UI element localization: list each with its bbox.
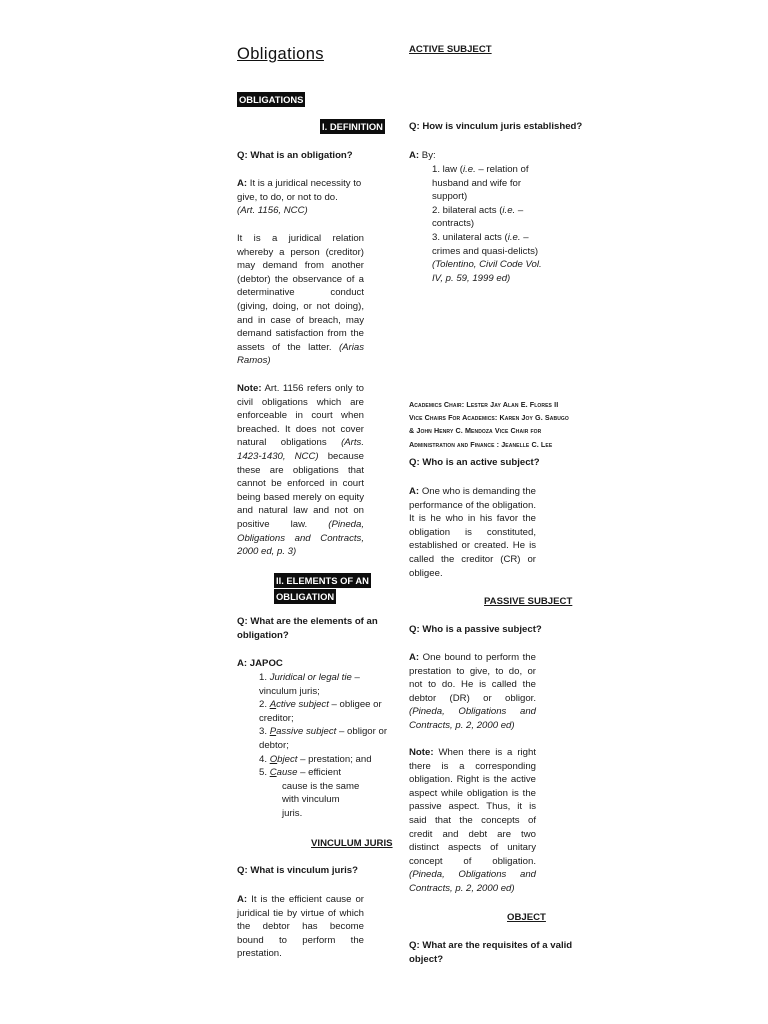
active-subject-heading: ACTIVE SUBJECT (409, 44, 492, 55)
answer-obligation: A: It is a juridical necessity to give, to do, or not to do. (Art. 1156, NCC) (237, 178, 362, 217)
note-art-1156: Note: Art. 1156 refers only to civil obligations which are enforceable in court when breached. It does not cover natural obligations (Arts. 1423-1430, NCC) because these are obligations that cannot be enforced in court being based merely on equity and natural law and not on positive law. (Pineda, Obligations and Contracts, 2000 ed, p. 3) (237, 383, 364, 558)
list-item: 4. Object – prestation; and (259, 753, 372, 765)
list-item: 3. Passive subject – obligor or debtor; (259, 726, 388, 751)
page-title: Obligations (237, 45, 324, 63)
question-vinculum-established: Q: How is vinculum juris established? (409, 121, 583, 132)
list-item: 2. Active subject – obligee or creditor; (259, 699, 382, 724)
sources-list (432, 163, 547, 285)
note-right-obligation: Note: When there is a right there is a corresponding obligation. Right is the active aspect while obligation is the passive aspect. Thus, it is said that the concepts of credit and debt are two distinct aspects of unitary concept of obligation. (Pineda, Obligations and Contracts, p. 2, 2000 ed) (409, 747, 536, 894)
vinculum-juris-heading: VINCULUM JURIS (311, 838, 393, 849)
definition-heading: I. DEFINITION (322, 121, 383, 132)
obligations-label: OBLIGATIONS (239, 94, 304, 105)
question-passive-subject: Q: Who is a passive subject? (409, 624, 542, 635)
answer-japoc: A: JAPOC (237, 658, 283, 669)
credits-block: Academics Chair: Lester Jay Alan E. Flores II Vice Chairs For Academics: Karen Joy G. Sabugo & John Henry C. Mendoza Vice Chair for Administration and Finance : Jeanelle C. Lee (409, 400, 569, 449)
list-item: 5. Cause – efficient (259, 767, 341, 779)
paragraph-juridical-relation: It is a juridical relation whereby a person (creditor) may demand from another (debtor) the observance of a determinative conduct (giving, doing, or not doing), and in case of breach, may demand satisfaction from the assets of the latter. (Arias Ramos) (237, 233, 364, 367)
question-elements: Q: What are the elements of an obligation? (237, 616, 378, 641)
answer-active-subject: A: One who is demanding the performance of the obligation. It is he who in his favor the obligation is constituted, established or created. He is called the creditor (CR) or obligee. (409, 486, 536, 579)
elements-list (259, 671, 394, 821)
question-what-is-obligation: Q: What is an obligation? (237, 150, 353, 161)
question-requisites-object: Q: What are the requisites of a valid object? (409, 940, 573, 965)
elements-heading: II. ELEMENTS OF AN OBLIGATION (276, 575, 369, 602)
question-vinculum-juris: Q: What is vinculum juris? (237, 865, 358, 876)
question-active-subject: Q: Who is an active subject? (409, 457, 540, 468)
list-item: 2. bilateral acts (i.e. – contracts) (432, 204, 524, 230)
answer-by: A: By: (409, 150, 436, 161)
list-item: 1. law (i.e. – relation of husband and wife for support) (432, 164, 529, 203)
passive-subject-heading: PASSIVE SUBJECT (484, 596, 573, 607)
object-heading: OBJECT (507, 912, 546, 923)
list-item: 3. unilateral acts (i.e. – crimes and quasi-delicts)(Tolentino, Civil Code Vol. IV, p. 59, 1999 ed) (432, 231, 542, 284)
answer-vinculum-juris: A: It is the efficient cause or juridical tie by virtue of which the debtor has become bound to perform the prestation. (237, 894, 364, 960)
answer-passive-subject: A: One bound to perform the prestation to give, to do, or not to do. He is called the debtor (DR) or obligor. (Pineda, Obligations and Contracts, p. 2, 2000 ed) (409, 652, 536, 731)
list-item: 1. Juridical or legal tie – vinculum juris; (259, 672, 360, 697)
cause-continuation: cause is the same with vinculum juris. (282, 780, 360, 819)
